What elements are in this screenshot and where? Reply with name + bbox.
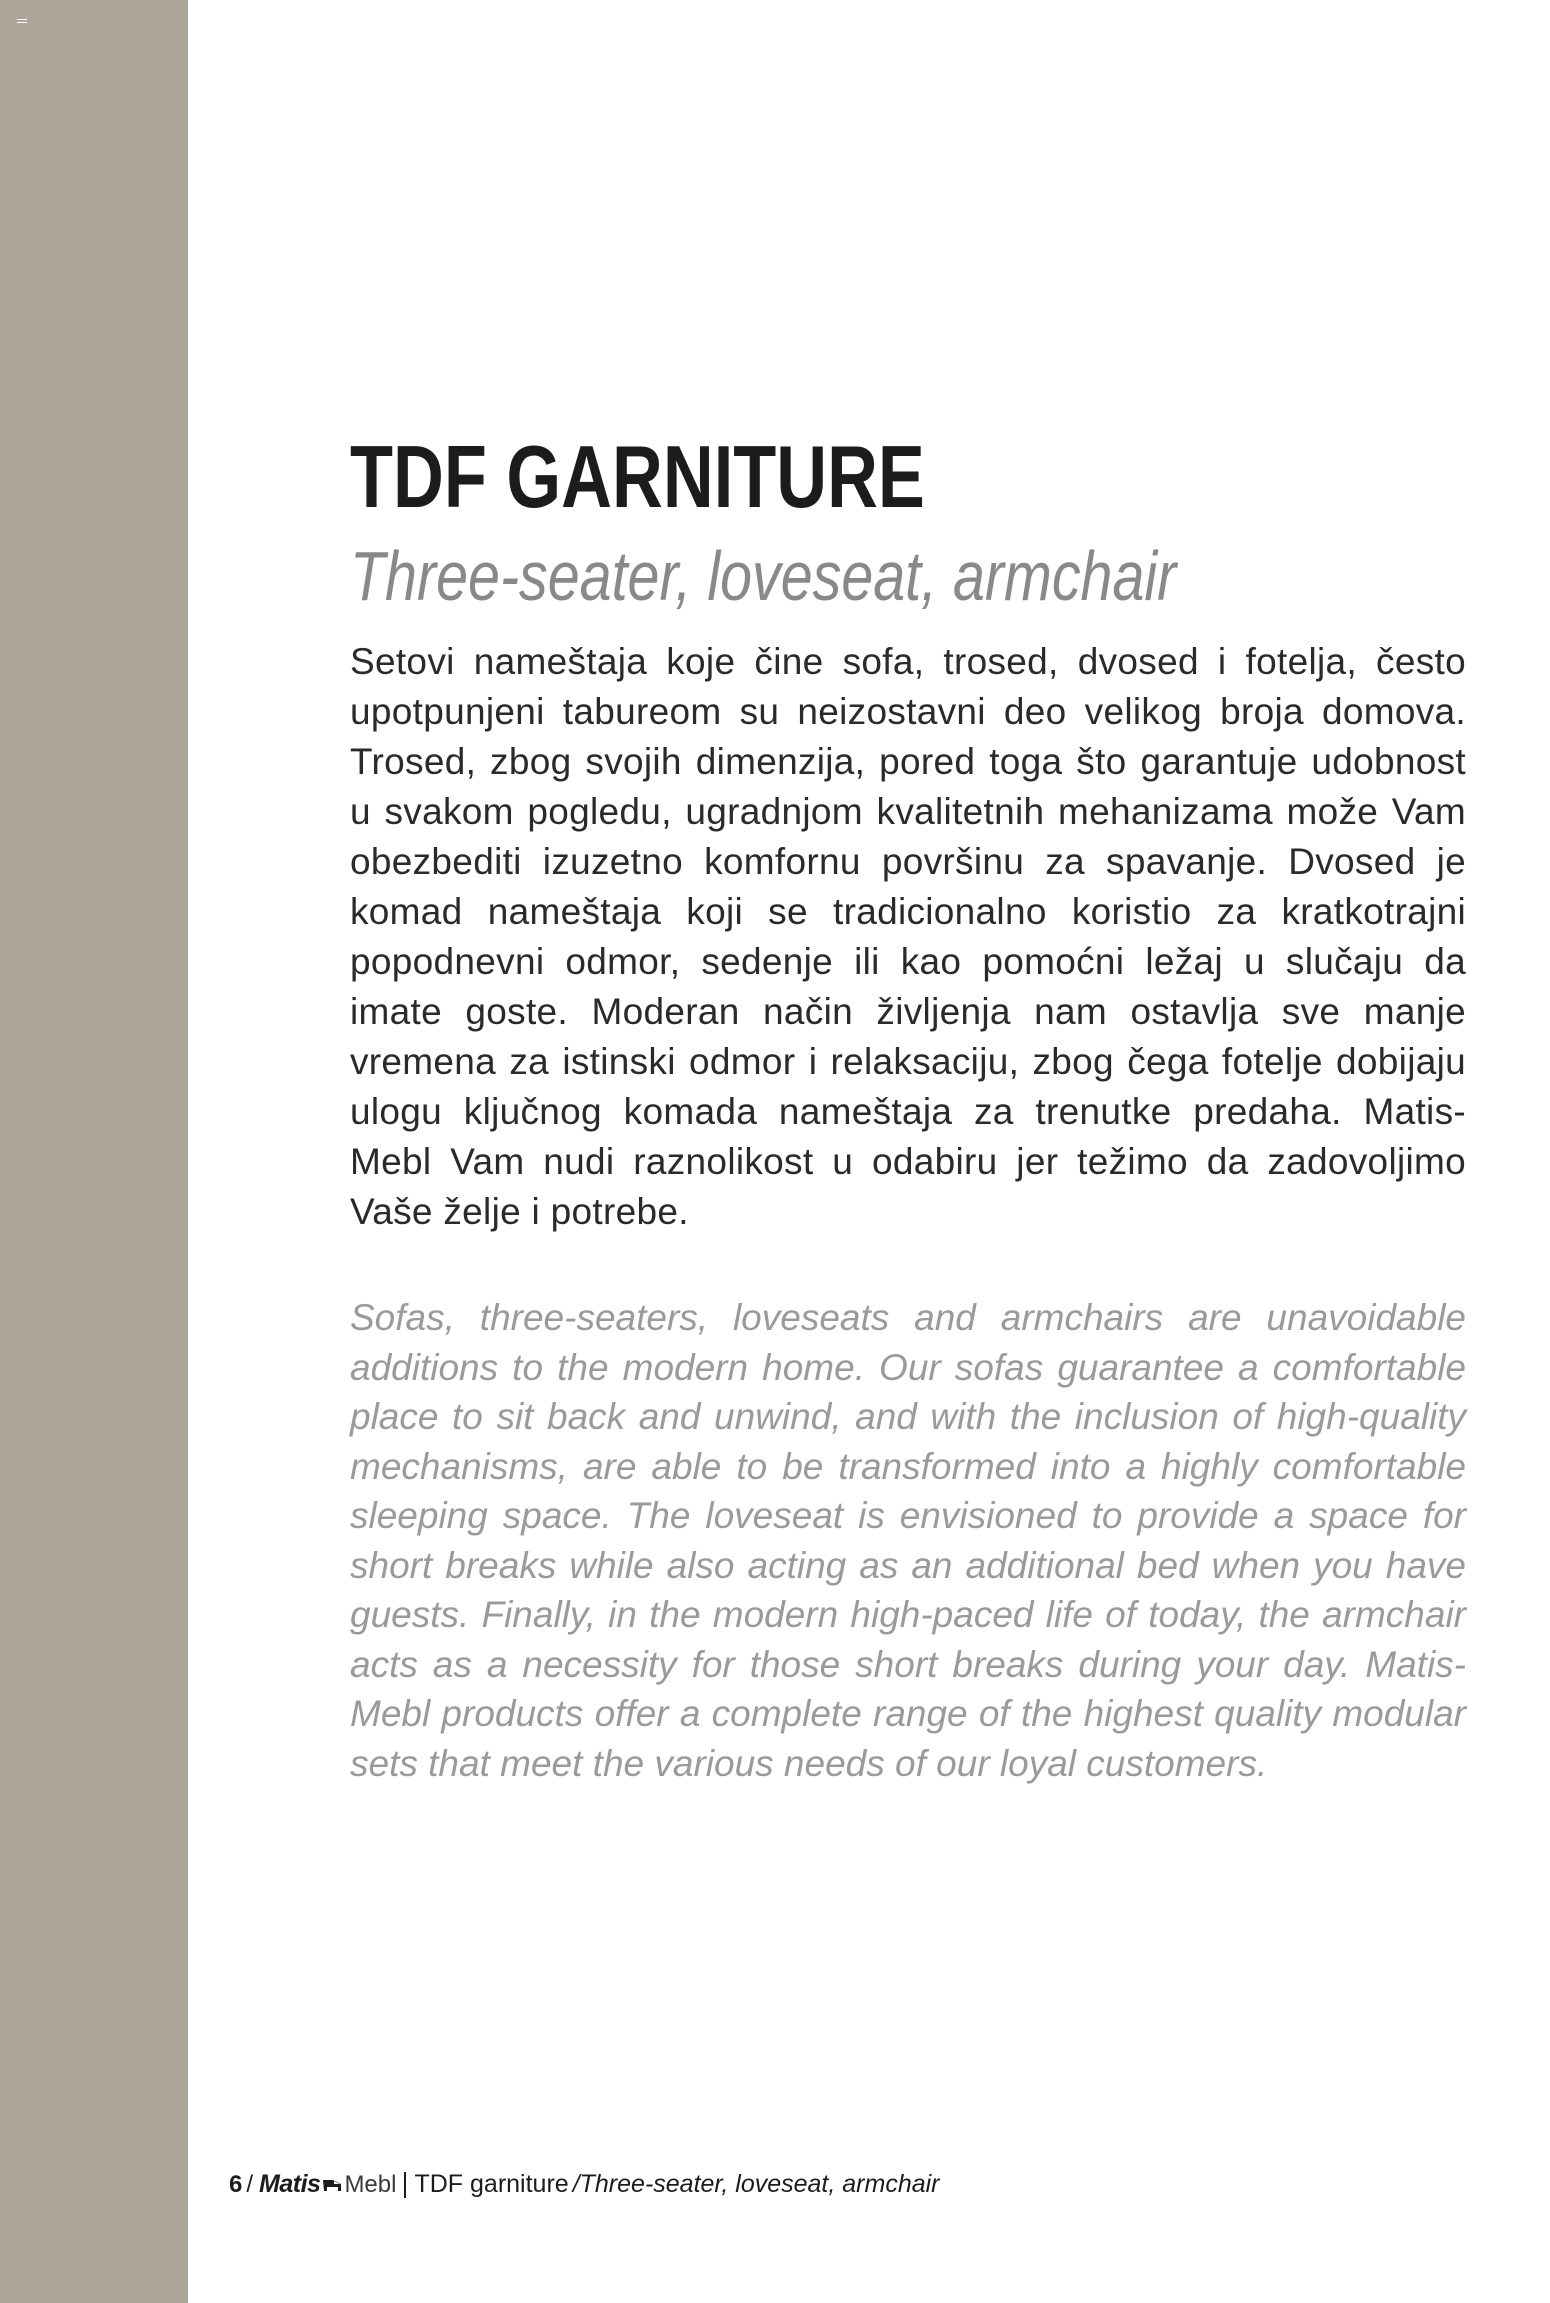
main-content — [350, 427, 1466, 1825]
logo-matis-text: Matis — [259, 2170, 321, 2198]
footer-divider — [404, 2172, 406, 2198]
page-footer — [229, 2170, 940, 2200]
menu-lines-icon — [17, 19, 27, 27]
body-text-serbian: Setovi nameštaja koje čine sofa, trosed, dvosed i fotelja, često upotpunjeni tabureom su neizostavni deo velikog broja domova. Trosed, zbog svojih dimenzija, pored toga što garantuje udobnost u svakom pogledu, ugradnjom kvalitetnih mehanizama može Vam obezbediti izuzetno komfornu površinu za spavanje. Dvosed je komad nameštaja koji se tradicionalno koristio za kratkotrajni popodnevni odmor, sedenje ili kao pomoćni ležaj u slučaju da imate goste. Moderan način življenja nam ostavlja sve manje vremena za istinski odmor i relaksaciju, zbog čega fotelje dobijaju ulogu ključnog komada nameštaja za trenutke predaha. Matis-Mebl Vam nudi raznolikost u odabiru jer težimo da zadovoljimo Vaše želje i potrebe. — [350, 641, 1466, 1232]
side-color-band — [0, 0, 188, 2303]
brand-logo — [259, 2170, 396, 2199]
footer-section-title: TDF garniture — [414, 2170, 569, 2198]
page-number: 6 — [229, 2171, 243, 2198]
footer-section-subtitle: /Three-seater, loveseat, armchair — [572, 2170, 940, 2198]
footer-separator: / — [246, 2171, 254, 2198]
body-text-english: Sofas, three-seaters, loveseats and armchairs are unavoidable additions to the modern home. Our sofas guarantee a comfortable place to sit back and unwind, and with the inclusion of high-quality mechanisms, are able to be transformed into a highly comfortable sleeping space. The loveseat is envisioned to provide a space for short breaks while also acting as an additional bed when you have guests. Finally, in the modern high-paced life of today, the armchair acts as a necessity for those short breaks during your day. Matis-Mebl products offer a complete range of the highest quality modular sets that meet the various needs of our loyal customers. — [350, 1297, 1466, 1784]
page-title: TDF GARNITURE — [350, 427, 925, 526]
page-subtitle: Three-seater, loveseat, armchair — [350, 537, 1177, 615]
logo-chair-icon — [321, 2177, 343, 2193]
logo-mebl-text: Mebl — [344, 2171, 397, 2198]
